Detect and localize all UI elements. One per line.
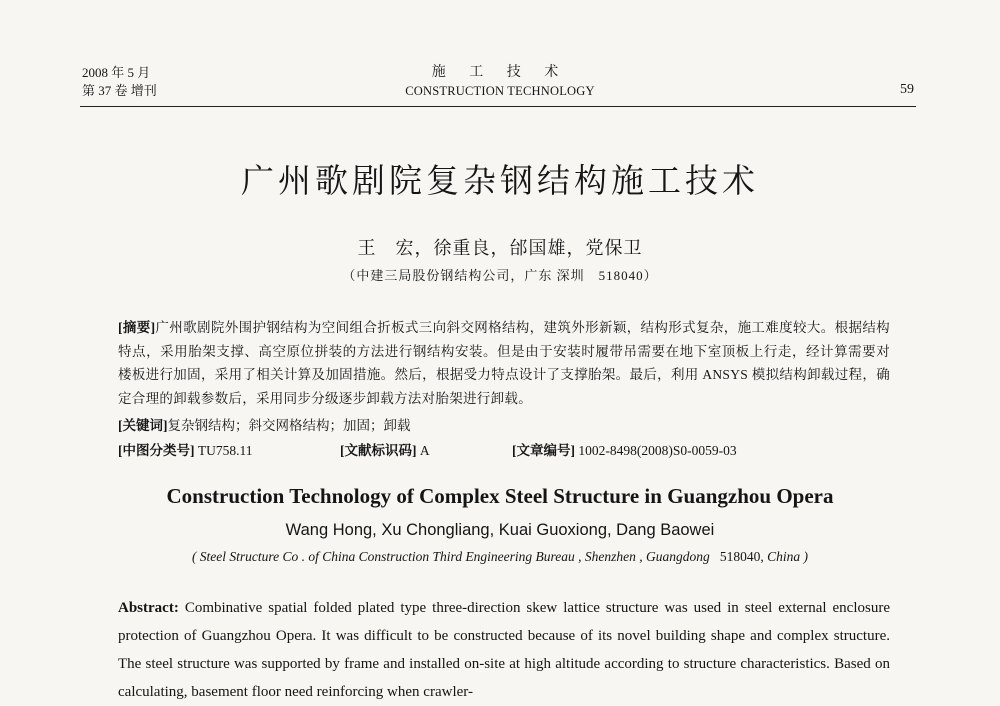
keywords-cn-text: 复杂钢结构；斜交网格结构；加固；卸载 [167, 418, 411, 433]
issue-info [82, 64, 157, 100]
abstract-en-text: Combinative spatial folded plated type three-direction skew lattice structure was used in steel external enclosure protection of Guangzhou Opera. It was difficult to be constructed because of its novel building shape and complex structure. The steel structure was supported by frame and installed on-site at high altitude according to structure characteristics. Based on calculating, basement floor need reinforcing when crawler- [118, 600, 890, 700]
title-cn: 广州歌剧院复杂钢结构施工技术 [241, 161, 759, 200]
doc-label: [文献标识码] [340, 443, 417, 458]
affiliation-en-org: ( Steel Structure Co . of China Construction Third Engineering Bureau , Shenzhen , Guangdong [191, 549, 710, 564]
affiliation-en-postcode: 518040, [719, 549, 764, 564]
affiliation-cn: （中建三局股份钢结构公司，广东 深圳 518040） [342, 268, 658, 283]
journal-name [360, 64, 640, 100]
abstract-en-label: Abstract: [118, 600, 179, 616]
affiliation-en [0, 549, 1000, 565]
authors-cn: 王 宏，徐重良，邰国雄，党保卫 [357, 238, 643, 258]
issue-volume: 第 37 卷 增刊 [82, 83, 157, 98]
clc-value: TU758.11 [197, 443, 253, 458]
keywords-cn [118, 415, 890, 437]
journal-name-en: CONSTRUCTION TECHNOLOGY [405, 84, 595, 98]
page-number: 59 [900, 82, 914, 97]
clc-label: [中图分类号] [118, 443, 195, 458]
abstract-cn-text: 广州歌剧院外围护钢结构为空间组合折板式三向斜交网格结构，建筑外形新颖，结构形式复杂，施工难度较大。根据结构特点，采用胎架支撑、高空原位拼装的方法进行钢结构安装。但是由于安装时履带吊需要在地下室顶板上行走，经计算需要对楼板进行加固，采用了相关计算及加固措施。然后，根据受力特点设计了支撑胎架。最后，利用 ANSYS 模拟结构卸载过程，确定合理的卸载参数后，采用同步分级逐步卸载方法对胎架进行卸载。 [118, 320, 890, 406]
issue-date: 2008 年 5 月 [82, 65, 151, 80]
abstract-cn [118, 316, 890, 410]
article-label: [文章编号] [512, 443, 575, 458]
abstract-cn-label: [摘要] [118, 320, 156, 335]
title-en: Construction Technology of Complex Steel Structure in Guangzhou Opera [166, 484, 834, 508]
affiliation-en-country: China ) [767, 549, 809, 564]
article-number [512, 440, 737, 462]
clc-code [118, 440, 253, 462]
document-code [340, 440, 430, 462]
header-rule [80, 106, 916, 107]
authors-en: Wang Hong, Xu Chongliang, Kuai Guoxiong, Dang Baowei [285, 521, 715, 539]
abstract-en [118, 594, 890, 706]
keywords-cn-label: [关键词] [118, 418, 168, 433]
doc-value: A [419, 443, 430, 458]
journal-name-cn: 施 工 技 术 [431, 65, 569, 80]
article-value: 1002-8498(2008)S0-0059-03 [578, 443, 737, 458]
